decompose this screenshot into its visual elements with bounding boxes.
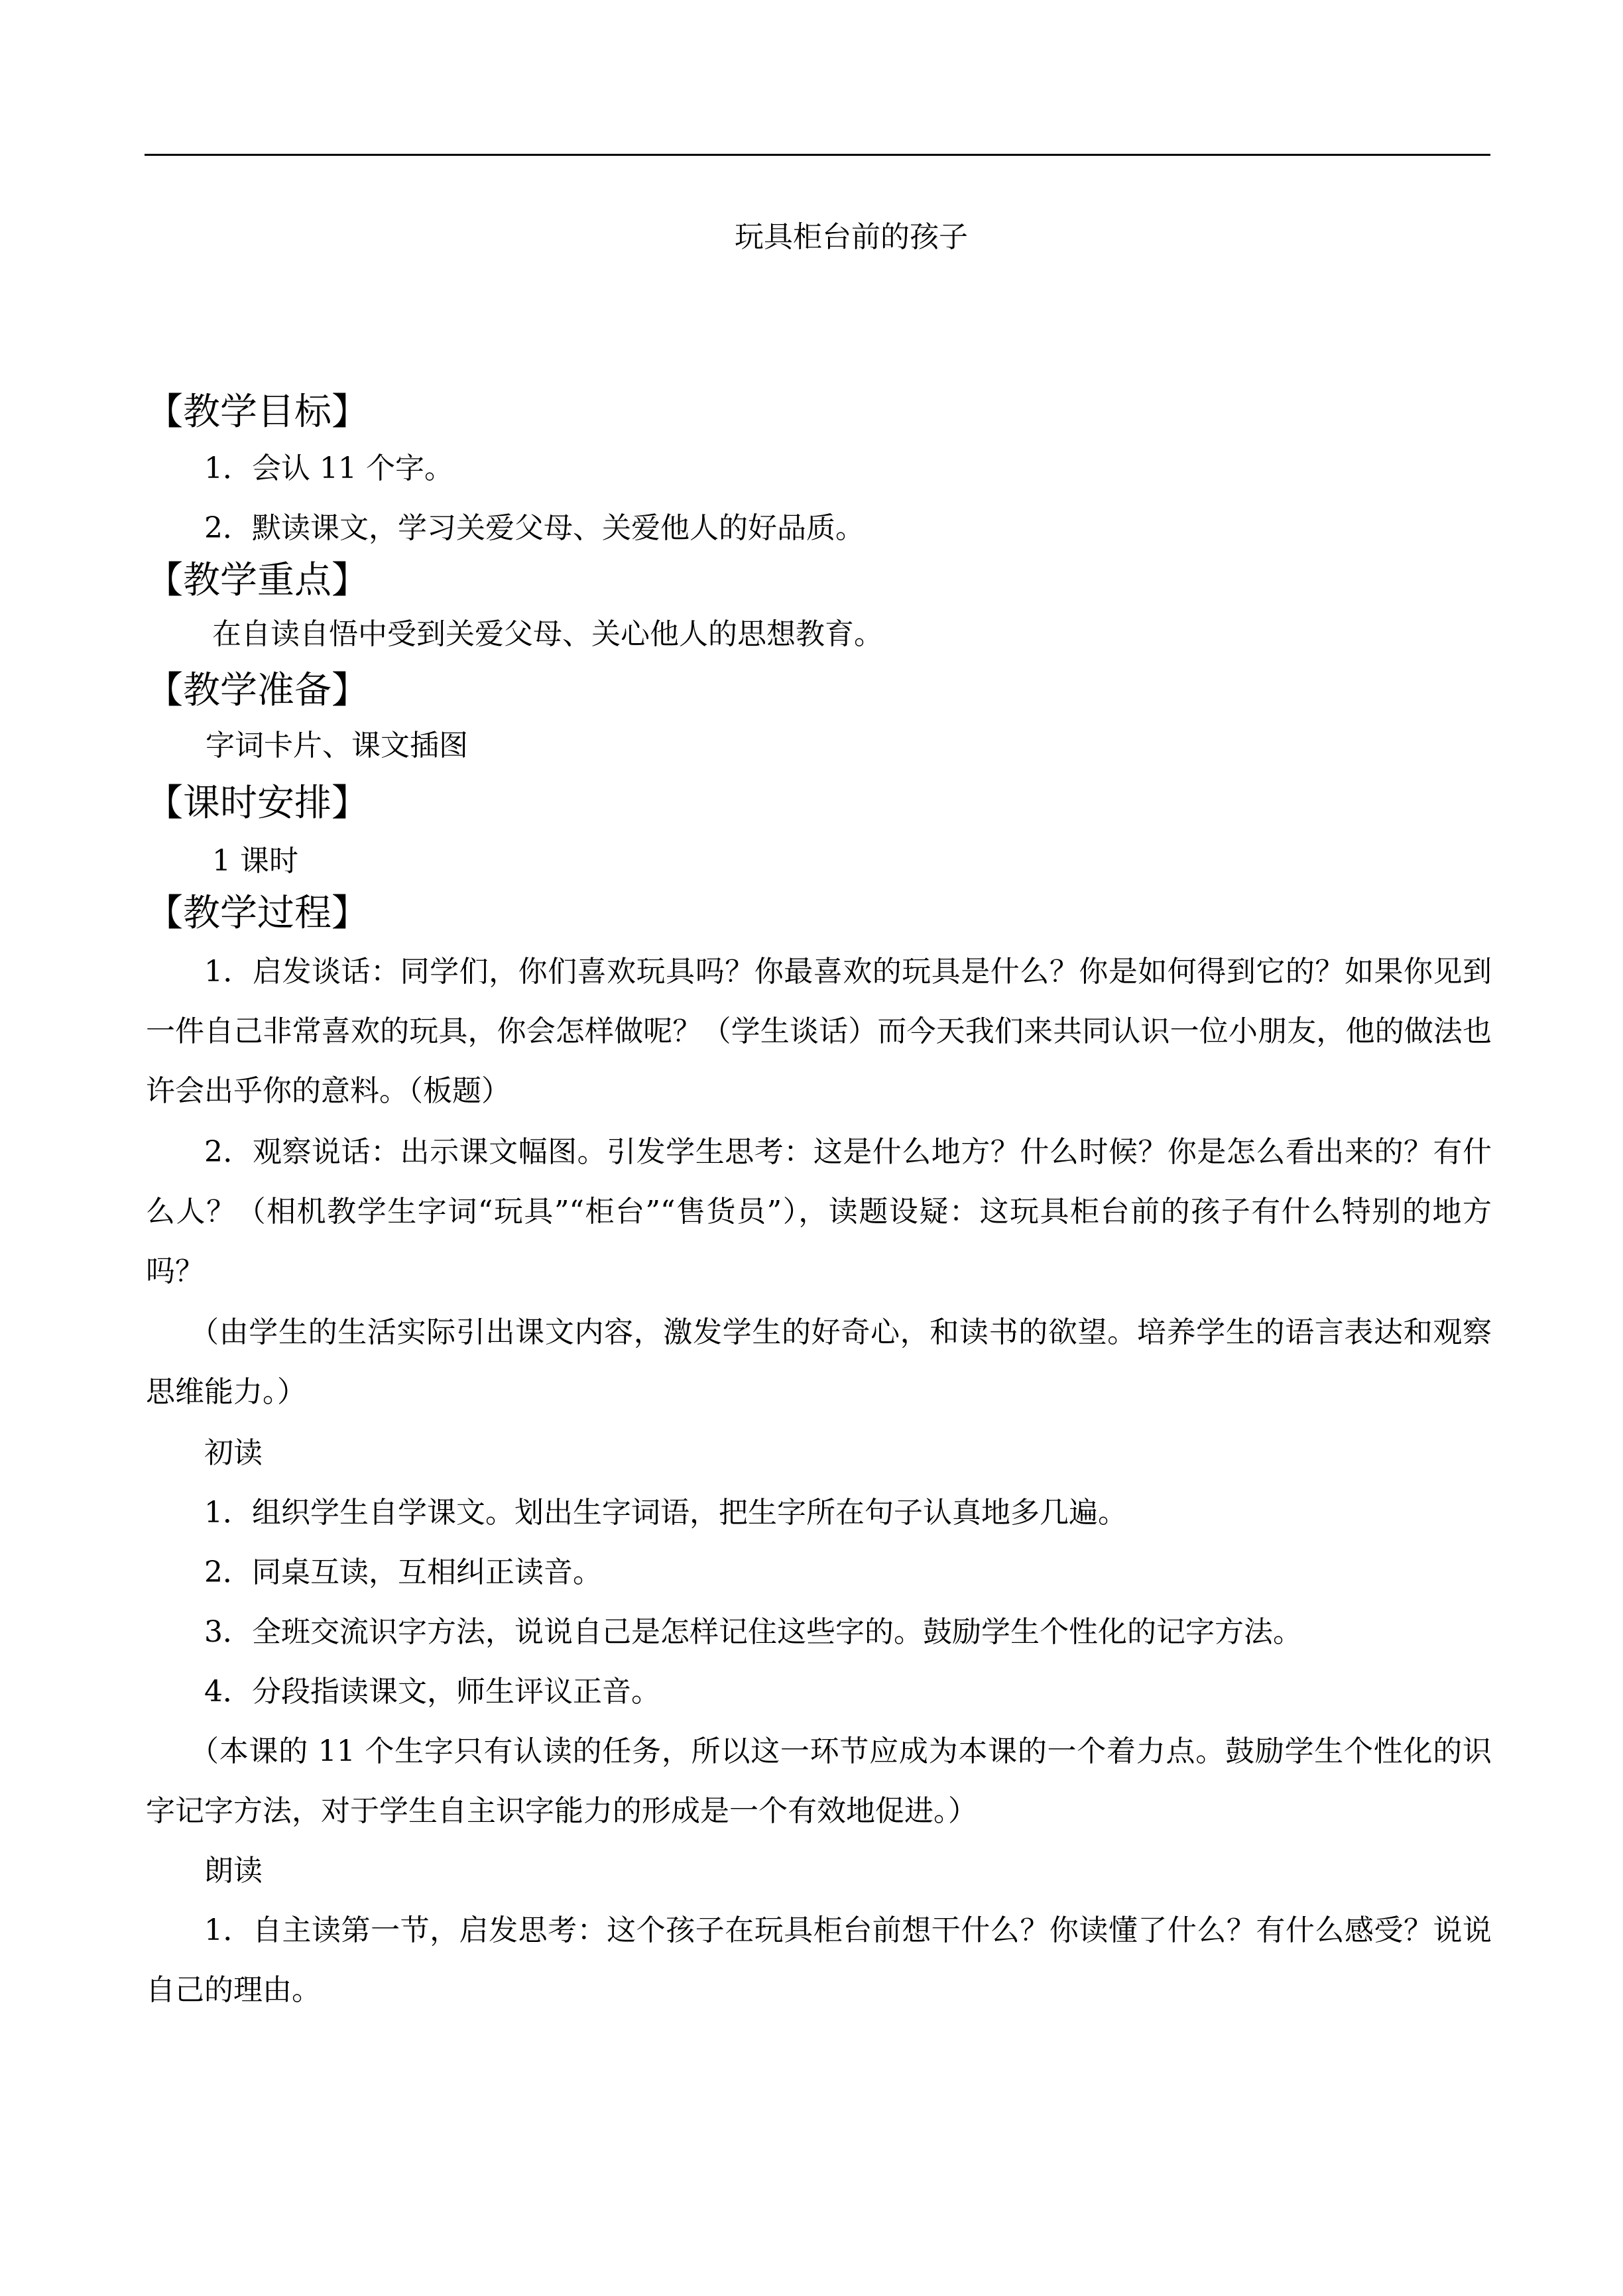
document-title: 玩具柜台前的孩子 — [735, 220, 968, 254]
first-reading-item-4: 4．分段指读课文，师生评议正音。 — [204, 1675, 660, 1709]
section-heading-schedule: 【课时安排】 — [146, 782, 369, 825]
section-heading-key-points: 【教学重点】 — [146, 559, 369, 602]
process-paragraph-3: （由学生的生活实际引出课文内容，激发学生的好奇心，和读书的欲望。培养学生的语言表达和观察思维能力。） — [146, 1315, 1492, 1409]
header-rule — [145, 154, 1490, 156]
process-paragraph-1: 1．启发谈话：同学们，你们喜欢玩具吗？你最喜欢的玩具是什么？你是如何得到它的？如果你见到一件自己非常喜欢的玩具，你会怎样做呢？（学生谈话）而今天我们来共同认识一位小朋友，他的做法也许会出乎你的意料。（板题） — [146, 955, 1492, 1108]
reading-aloud-item-1: 1．自主读第一节，启发思考：这个孩子在玩具柜台前想干什么？你读懂了什么？有什么感受？说说自己的理由。 — [146, 1913, 1492, 2007]
section-heading-preparation: 【教学准备】 — [146, 669, 369, 712]
section-heading-process: 【教学过程】 — [146, 892, 369, 935]
objective-item-1: 1．会认 11 个字。 — [204, 452, 453, 485]
process-paragraph-4: （本课的 11 个生字只有认读的任务，所以这一环节应成为本课的一个着力点。鼓励学生个性化的识字记字方法，对于学生自主识字能力的形成是一个有效地促进。） — [146, 1734, 1492, 1828]
process-paragraph-2: 2．观察说话：出示课文幅图。引发学生思考：这是什么地方？什么时候？你是怎么看出来的？有什么人？（相机教学生字词“玩具”“柜台”“售货员”），读题设疑：这玩具柜台前的孩子有什么特别的地方吗？ — [146, 1135, 1492, 1288]
document-body — [146, 388, 1492, 2020]
first-reading-label: 初读 — [204, 1436, 263, 1470]
first-reading-item-2: 2．同桌互读，互相纠正读音。 — [204, 1555, 602, 1589]
reading-aloud-label: 朗读 — [204, 1854, 263, 1888]
first-reading-item-1: 1．组织学生自学课文。划出生字词语，把生字所在句子认真地多几遍。 — [204, 1496, 1127, 1530]
objective-item-2: 2．默读课文，学习关爱父母、关爱他人的好品质。 — [204, 511, 865, 545]
key-points-text: 在自读自悟中受到关爱父母、关心他人的思想教育。 — [212, 617, 883, 651]
section-heading-objectives: 【教学目标】 — [146, 391, 369, 434]
preparation-text: 字词卡片、课文插图 — [206, 729, 468, 762]
schedule-text: 1 课时 — [212, 844, 298, 878]
first-reading-item-3: 3．全班交流识字方法，说说自己是怎样记住这些字的。鼓励学生个性化的记字方法。 — [204, 1615, 1302, 1649]
